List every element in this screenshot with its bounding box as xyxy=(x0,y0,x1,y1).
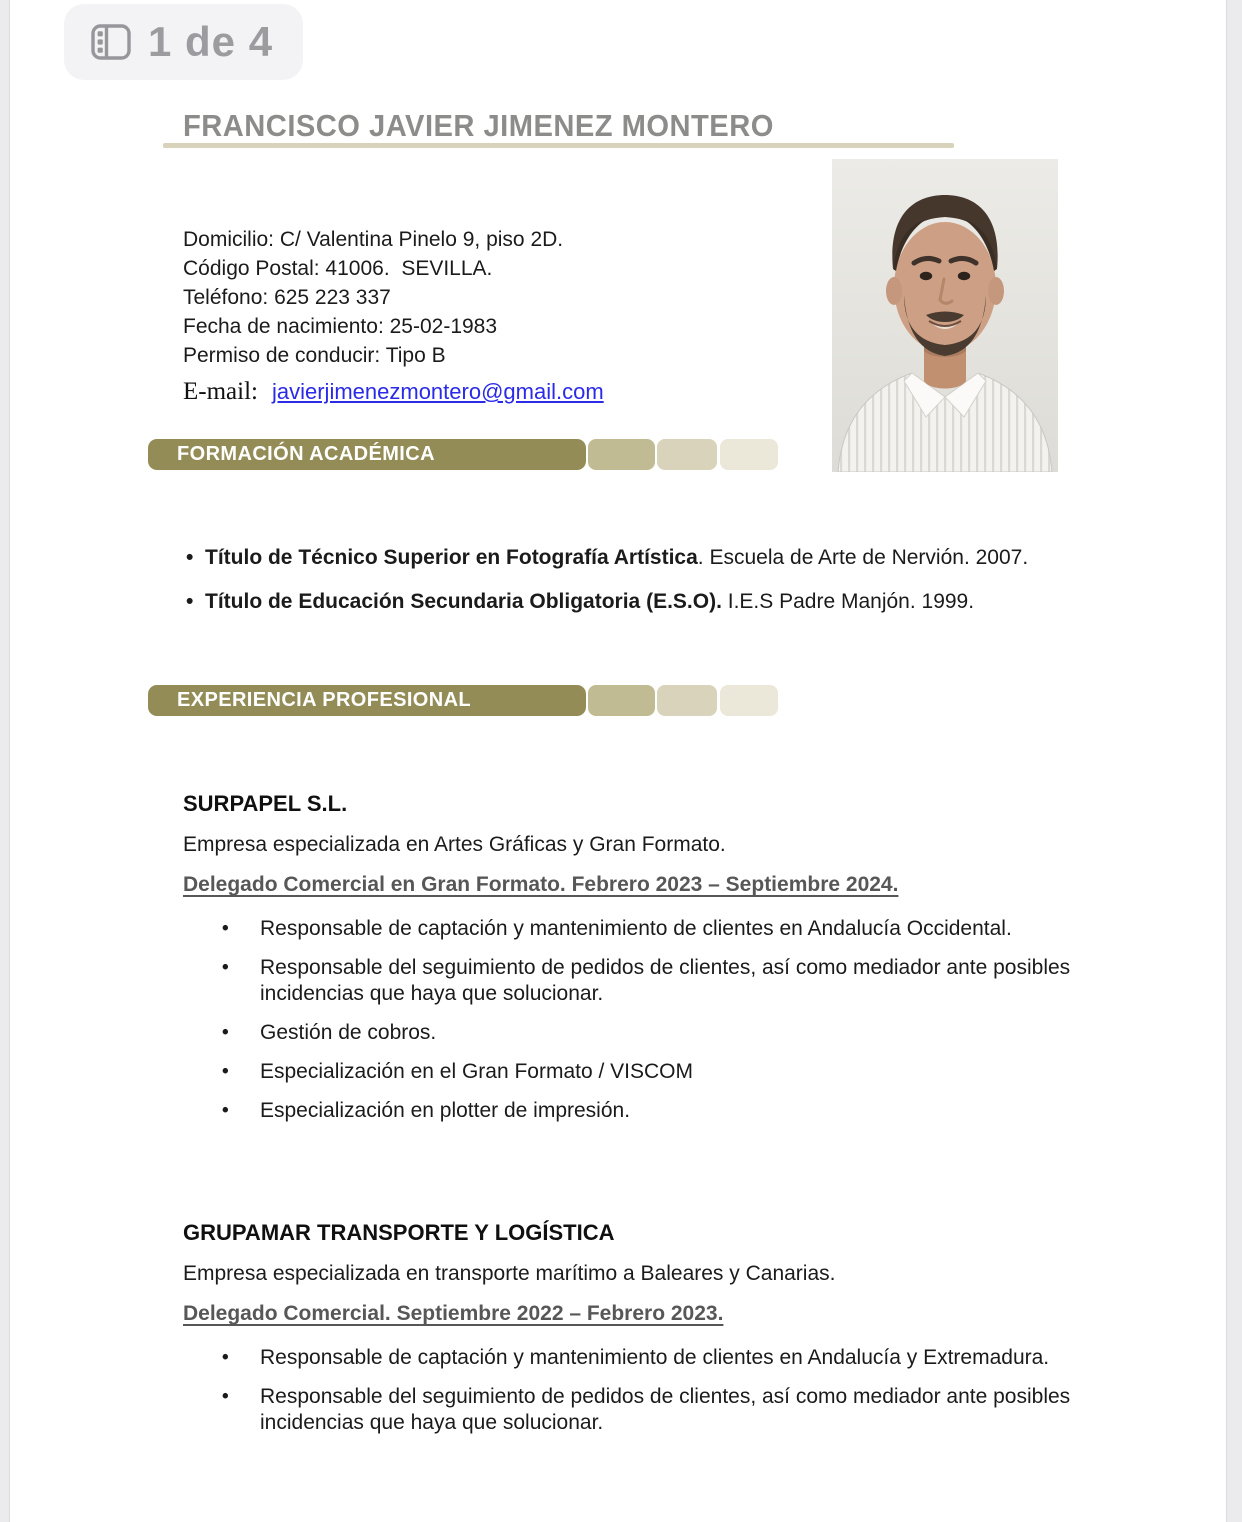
email-link[interactable]: javierjimenezmontero@gmail.com xyxy=(271,379,604,404)
job-role-heading: Delegado Comercial en Gran Formato. Febrero 2023 – Septiembre 2024. xyxy=(183,873,899,896)
contact-line-license: Permiso de conducir: Tipo B xyxy=(183,344,446,367)
job-bullet-text: Especialización en el Gran Formato / VISCOM xyxy=(260,1060,694,1083)
education-item xyxy=(183,589,1143,615)
thumbnails-sidebar-icon xyxy=(90,21,132,63)
section-bar-segment-2 xyxy=(588,685,655,716)
education-item xyxy=(183,545,1143,571)
right-page-gutter xyxy=(1226,0,1242,1522)
job-bullet-text: Responsable de captación y mantenimiento de clientes en Andalucía Occidental. xyxy=(260,917,1012,940)
job-bullet-text: Gestión de cobros. xyxy=(260,1021,437,1044)
contact-line-phone: Teléfono: 625 223 337 xyxy=(183,286,391,309)
bullet-icon: • xyxy=(222,1022,229,1043)
job-company-name: GRUPAMAR TRANSPORTE Y LOGÍSTICA xyxy=(183,1220,615,1245)
contact-block xyxy=(183,225,604,406)
job-bullet-item xyxy=(183,1020,1088,1046)
section-title-formacion: FORMACIÓN ACADÉMICA xyxy=(177,443,435,465)
section-bar-segment-4 xyxy=(720,439,778,470)
bullet-icon: • xyxy=(222,1347,229,1368)
bullet-icon: • xyxy=(222,1061,229,1082)
education-item-text xyxy=(205,545,1028,571)
education-item-degree: Título de Educación Secundaria Obligatoria (E.S.O). xyxy=(205,590,722,613)
section-bar-formacion-academica xyxy=(148,439,778,470)
job-bullet-item xyxy=(183,955,1088,1007)
cv-title: FRANCISCO JAVIER JIMENEZ MONTERO xyxy=(183,108,774,143)
job-company-description: Empresa especializada en Artes Gráficas y Gran Formato. xyxy=(183,833,726,856)
section-bar-segment-2 xyxy=(588,439,655,470)
bullet-icon: • xyxy=(222,1100,229,1121)
job-bullet-text: Especialización en plotter de impresión. xyxy=(260,1099,631,1122)
bullet-icon: • xyxy=(222,957,229,978)
page-indicator-badge[interactable] xyxy=(64,4,303,80)
bullet-icon: • xyxy=(222,918,229,939)
job-bullet-item xyxy=(183,1345,1088,1371)
bullet-icon: • xyxy=(186,590,194,613)
job-bullet-text: Responsable del seguimiento de pedidos de clientes, así como mediador ante posibles incidencias que haya que solucionar. xyxy=(260,1385,1071,1434)
email-label: E-mail: xyxy=(183,378,258,405)
job-company-name: SURPAPEL S.L. xyxy=(183,791,348,816)
job-bullet-item xyxy=(183,916,1088,942)
job-bullet-item xyxy=(183,1098,1088,1124)
portrait-photo xyxy=(832,159,1058,472)
bullet-icon: • xyxy=(222,1386,229,1407)
section-bar-segment-3 xyxy=(657,439,717,470)
job-bullet-item xyxy=(183,1384,1088,1436)
section-bar-experiencia-profesional xyxy=(148,685,778,716)
education-item-text xyxy=(205,589,974,615)
section-bar-segment-3 xyxy=(657,685,717,716)
job-grupamar xyxy=(183,1220,1088,1449)
job-bullet-list xyxy=(183,916,1088,1124)
job-bullet-item xyxy=(183,1059,1088,1085)
education-list xyxy=(183,545,1143,633)
title-underline-rule xyxy=(163,143,954,148)
page-indicator-label: 1 de 4 xyxy=(148,18,274,65)
left-page-gutter xyxy=(0,0,10,1522)
email-row xyxy=(183,377,604,406)
section-bar-main-segment xyxy=(148,685,586,716)
job-surpapel xyxy=(183,791,1088,1137)
job-company-description: Empresa especializada en transporte marítimo a Baleares y Canarias. xyxy=(183,1262,836,1285)
section-bar-main-segment xyxy=(148,439,586,470)
section-title-experiencia: EXPERIENCIA PROFESIONAL xyxy=(177,689,472,711)
bullet-icon: • xyxy=(186,546,194,569)
education-item-school: I.E.S Padre Manjón. 1999. xyxy=(721,590,975,613)
contact-line-address: Domicilio: C/ Valentina Pinelo 9, piso 2D. xyxy=(183,228,564,251)
education-item-school: . Escuela de Arte de Nervión. 2007. xyxy=(697,546,1029,569)
job-bullet-text: Responsable del seguimiento de pedidos de clientes, así como mediador ante posibles incidencias que haya que solucionar. xyxy=(260,956,1071,1005)
section-bar-segment-4 xyxy=(720,685,778,716)
job-role-heading: Delegado Comercial. Septiembre 2022 – Febrero 2023. xyxy=(183,1302,724,1325)
job-bullet-list xyxy=(183,1345,1088,1436)
education-item-degree: Título de Técnico Superior en Fotografía Artística xyxy=(205,546,698,569)
contact-line-birthdate: Fecha de nacimiento: 25-02-1983 xyxy=(183,315,498,338)
job-bullet-text: Responsable de captación y mantenimiento de clientes en Andalucía y Extremadura. xyxy=(260,1346,1050,1369)
contact-line-postal: Código Postal: 41006. SEVILLA. xyxy=(183,257,493,280)
